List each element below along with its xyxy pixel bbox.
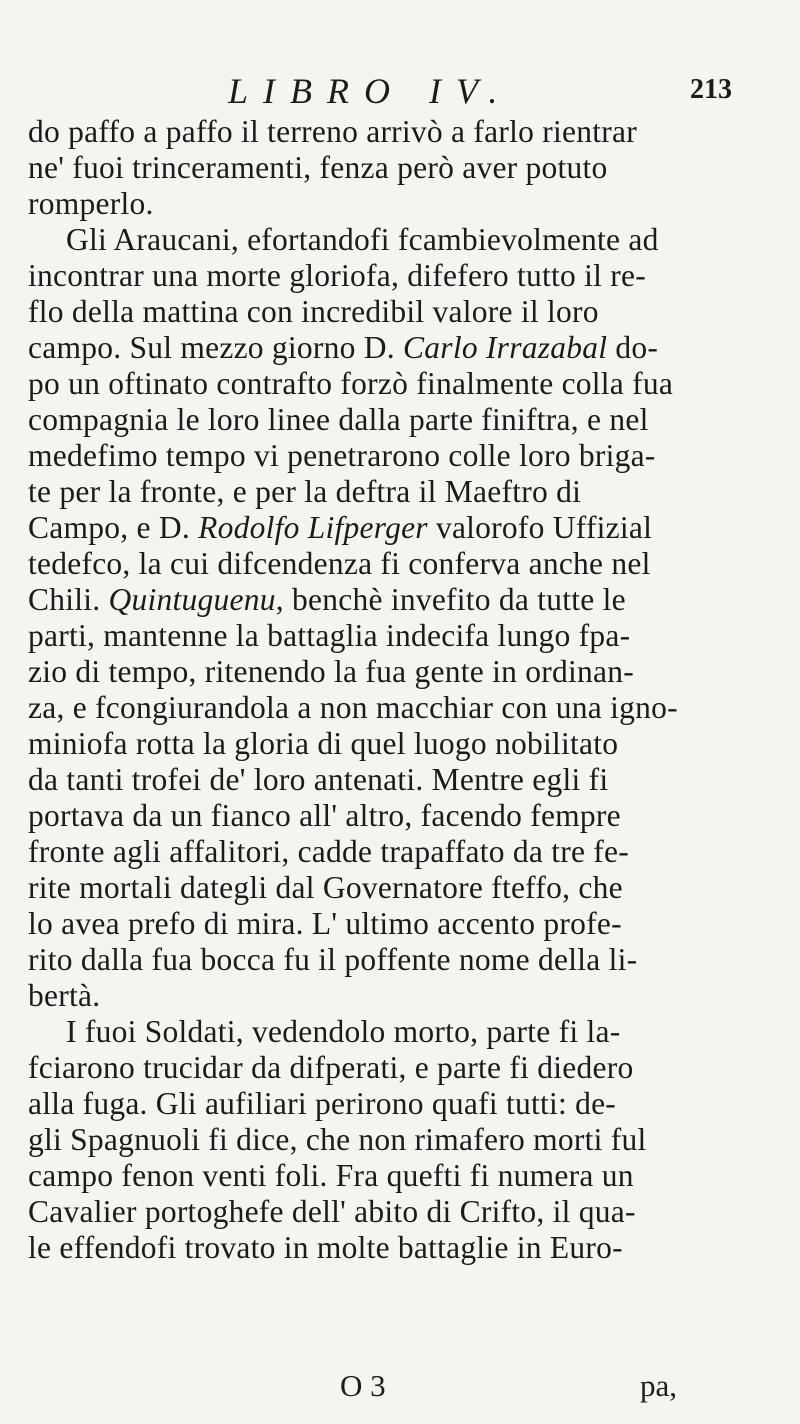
page-header [0,70,800,118]
text-line: flo della mattina con incredibil valore il loro [28,294,599,329]
text-line: rito dalla fua bocca fu il poffente nome della li- [28,942,638,977]
text-line: miniofa rotta la gloria di quel luogo nobilitato [28,726,619,761]
signature-mark: O 3 [340,1368,386,1403]
text-line: medefimo tempo vi penetrarono colle loro briga- [28,438,656,473]
text-line: fciarono trucidar da difperati, e parte fi diedero [28,1050,634,1085]
text-line: po un oftinato contrafto forzò finalmente colla fua [28,366,674,401]
text-line: Cavalier portoghefe dell' abito di Crifto, il qua- [28,1194,636,1229]
text-line: za, e fcongiurandola a non macchiar con una igno- [28,690,678,725]
text-line: romperlo. [28,186,154,221]
text-line: campo fenon venti foli. Fra quefti fi numera un [28,1158,634,1193]
text-line: rite mortali dategli dal Governatore fteffo, che [28,870,623,905]
text-line: campo. Sul mezzo giorno D. Carlo Irrazabal do- [28,330,659,365]
text-line: lo avea prefo di mira. L' ultimo accento profe- [28,906,622,941]
text-line: bertà. [28,978,101,1013]
catchword: pa, [640,1368,678,1403]
text-line: do paffo a paffo il terreno arrivò a farlo rientrar [28,114,637,149]
text-line: gli Spagnuoli fi dice, che non rimafero morti ful [28,1122,647,1157]
page-footer [0,1368,800,1412]
text-line: Campo, e D. Rodolfo Lifperger valorofo Uffizial [28,510,653,545]
text-line: Chili. Quintuguenu, benchè invefito da tutte le [28,582,626,617]
text-line: I fuoi Soldati, vedendolo morto, parte fi la- [66,1014,621,1049]
text-line: parti, mantenne la battaglia indecifa lungo fpa- [28,618,631,653]
text-line: fronte agli affalitori, cadde trapaffato da tre fe- [28,834,630,869]
text-line: ne' fuoi trinceramenti, fenza però aver potuto [28,150,608,185]
text-line: Gli Araucani, efortandofi fcambievolmente ad [66,222,659,257]
running-title: LIBRO IV. [228,71,513,111]
text-line: compagnia le loro linee dalla parte finiftra, e nel [28,402,649,437]
text-line: alla fuga. Gli aufiliari perirono quafi tutti: de- [28,1086,617,1121]
text-line: da tanti trofei de' loro antenati. Mentre egli fi [28,762,609,797]
text-line: incontrar una morte gloriofa, difefero tutto il re- [28,258,647,293]
text-line: portava da un fianco all' altro, facendo fempre [28,798,621,833]
text-line: tedefco, la cui difcendenza fi conferva anche nel [28,546,651,581]
text-line: le effendofi trovato in molte battaglie in Euro- [28,1230,623,1265]
page-number: 213 [690,74,732,105]
text-line: te per la fronte, e per la deftra il Maeftro di [28,474,582,509]
text-line: zio di tempo, ritenendo la fua gente in ordinan- [28,654,634,689]
